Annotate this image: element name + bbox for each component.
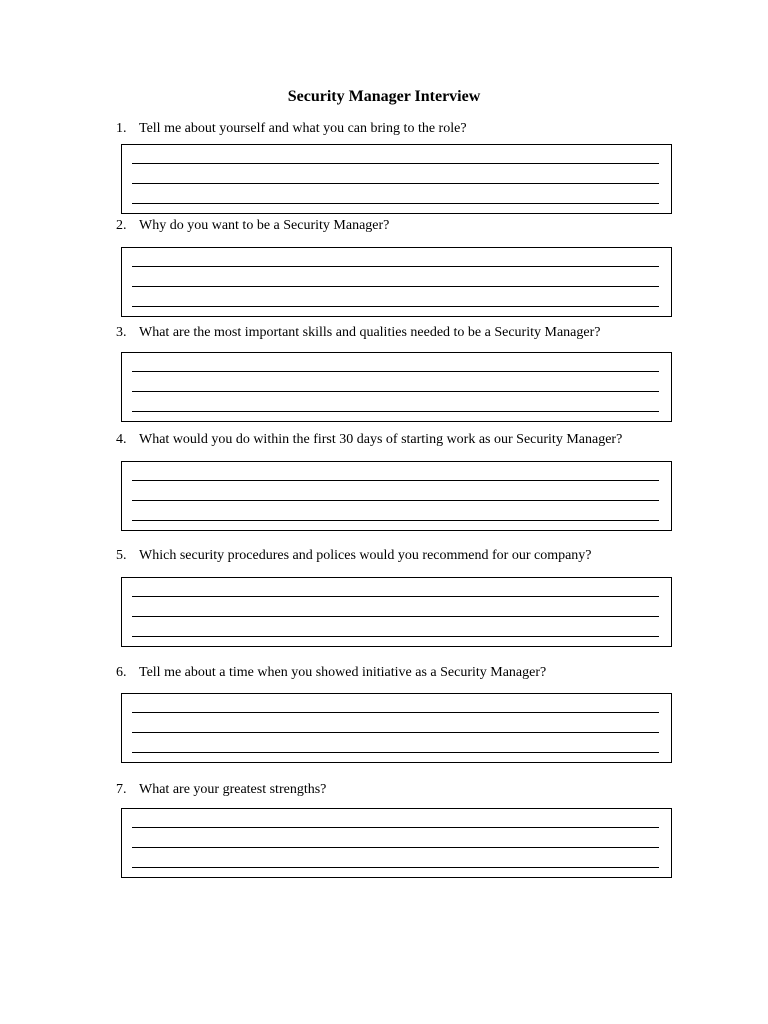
question-number: 4. xyxy=(116,432,127,447)
answer-box[interactable] xyxy=(121,461,672,531)
question-number: 6. xyxy=(116,665,127,680)
question-number: 7. xyxy=(116,782,127,797)
question-text xyxy=(116,120,467,138)
answer-line xyxy=(132,480,659,481)
answer-line xyxy=(132,712,659,713)
answer-box[interactable] xyxy=(121,808,672,878)
answer-line xyxy=(132,500,659,501)
answer-line xyxy=(132,827,659,828)
question-label: Tell me about yourself and what you can bring to the role? xyxy=(139,121,467,136)
answer-line xyxy=(132,371,659,372)
answer-box[interactable] xyxy=(121,144,672,214)
answer-box[interactable] xyxy=(121,247,672,317)
answer-line xyxy=(132,520,659,521)
question-text xyxy=(116,547,592,565)
question-text xyxy=(116,664,546,682)
answer-line xyxy=(132,596,659,597)
answer-line xyxy=(132,266,659,267)
question-label: What are your greatest strengths? xyxy=(139,782,327,797)
answer-line xyxy=(132,616,659,617)
question-number: 3. xyxy=(116,325,127,340)
answer-line xyxy=(132,183,659,184)
answer-line xyxy=(132,636,659,637)
answer-line xyxy=(132,391,659,392)
question-text xyxy=(116,324,600,342)
answer-line xyxy=(132,163,659,164)
answer-line xyxy=(132,752,659,753)
answer-box[interactable] xyxy=(121,693,672,763)
answer-line xyxy=(132,732,659,733)
page-title: Security Manager Interview xyxy=(287,88,481,105)
question-text xyxy=(116,431,622,449)
answer-line xyxy=(132,411,659,412)
question-label: What would you do within the first 30 days of starting work as our Security Manager? xyxy=(139,432,623,447)
answer-line xyxy=(132,847,659,848)
question-text xyxy=(116,217,389,235)
answer-line xyxy=(132,203,659,204)
question-label: Tell me about a time when you showed initiative as a Security Manager? xyxy=(139,665,547,680)
question-number: 1. xyxy=(116,121,127,136)
question-label: Which security procedures and polices would you recommend for our company? xyxy=(139,548,592,563)
answer-box[interactable] xyxy=(121,352,672,422)
question-label: Why do you want to be a Security Manager? xyxy=(139,218,390,233)
question-number: 5. xyxy=(116,548,127,563)
answer-box[interactable] xyxy=(121,577,672,647)
answer-line xyxy=(132,306,659,307)
question-text xyxy=(116,781,326,799)
question-number: 2. xyxy=(116,218,127,233)
question-label: What are the most important skills and qualities needed to be a Security Manager? xyxy=(139,325,601,340)
answer-line xyxy=(132,286,659,287)
answer-line xyxy=(132,867,659,868)
